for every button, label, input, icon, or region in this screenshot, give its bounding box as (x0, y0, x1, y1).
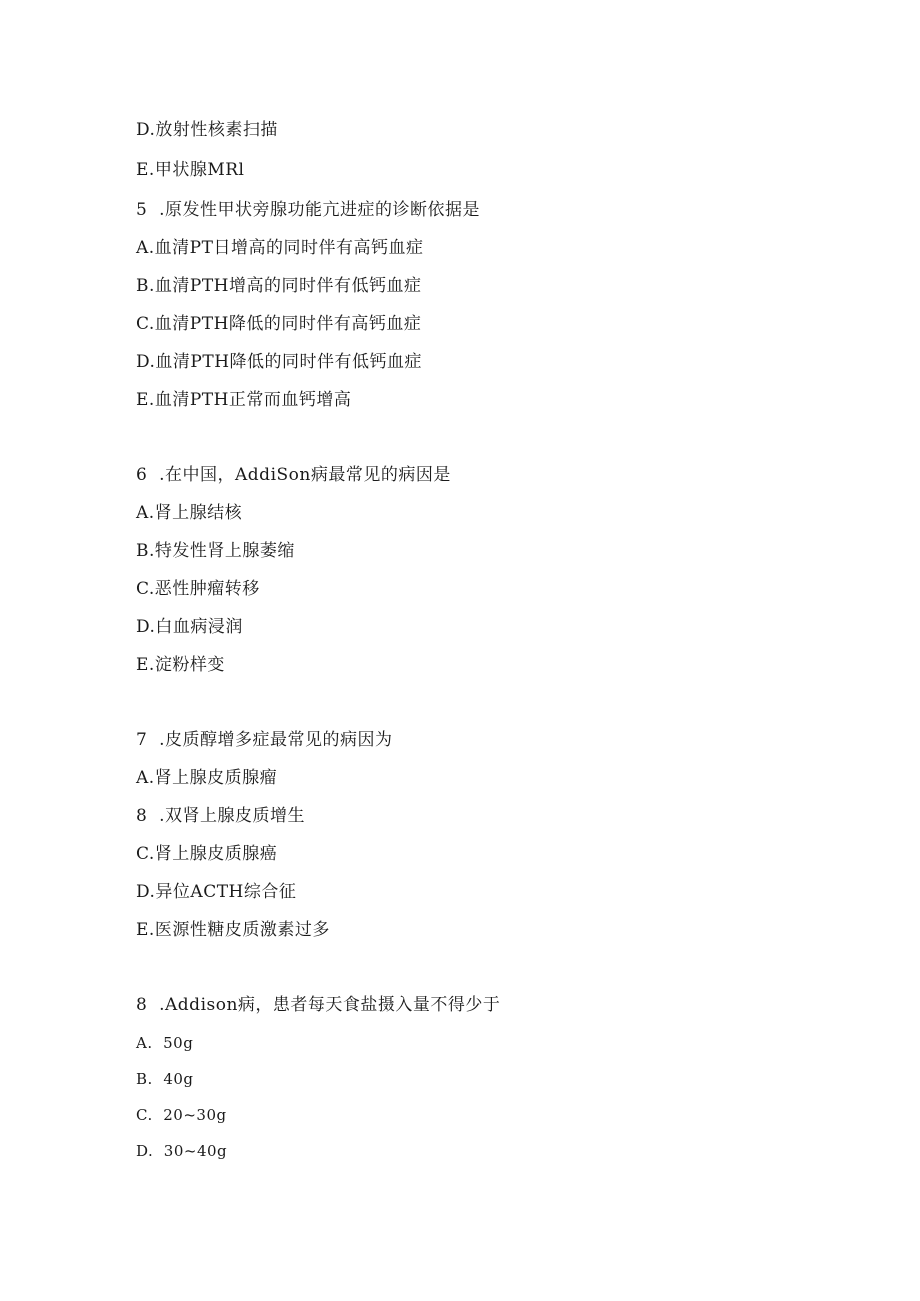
option-e-q5: E.血清PTH正常而血钙增高 (136, 390, 352, 410)
option-d-q8: D. 30~40g (136, 1142, 228, 1160)
option-d-q4: D.放射性核素扫描 (136, 120, 278, 140)
option-e-q6: E.淀粉样变 (136, 655, 225, 675)
option-d-q5: D.血清PTH降低的同时伴有低钙血症 (136, 352, 423, 372)
option-d-q7: D.异位ACTH综合征 (136, 882, 297, 902)
question-6: 6 .在中国，AddiSon病最常见的病因是 (136, 465, 451, 485)
option-b-q7: 8 .双肾上腺皮质增生 (136, 806, 306, 826)
option-b-q5: B.血清PTH增高的同时伴有低钙血症 (136, 276, 422, 296)
option-c-q6: C.恶性肿瘤转移 (136, 579, 260, 599)
question-7: 7 .皮质醇增多症最常见的病因为 (136, 730, 393, 750)
question-5: 5 .原发性甲状旁腺功能亢进症的诊断依据是 (136, 200, 481, 220)
question-8: 8 .Addison病，患者每天食盐摄入量不得少于 (136, 995, 501, 1015)
option-c-q8: C. 20~30g (136, 1106, 227, 1124)
option-b-q8: B. 40g (136, 1070, 194, 1088)
option-d-q6: D.白血病浸润 (136, 617, 243, 637)
option-e-q7: E.医源性糖皮质激素过多 (136, 920, 330, 940)
option-a-q6: A.肾上腺结核 (136, 503, 243, 523)
option-c-q7: C.肾上腺皮质腺癌 (136, 844, 278, 864)
option-a-q7: A.肾上腺皮质腺瘤 (136, 768, 278, 788)
option-a-q5: A.血清PT日增高的同时伴有高钙血症 (136, 238, 424, 258)
option-b-q6: B.特发性肾上腺萎缩 (136, 541, 295, 561)
option-e-q4: E.甲状腺MRl (136, 160, 245, 180)
option-a-q8: A. 50g (136, 1034, 194, 1052)
option-c-q5: C.血清PTH降低的同时伴有高钙血症 (136, 314, 422, 334)
